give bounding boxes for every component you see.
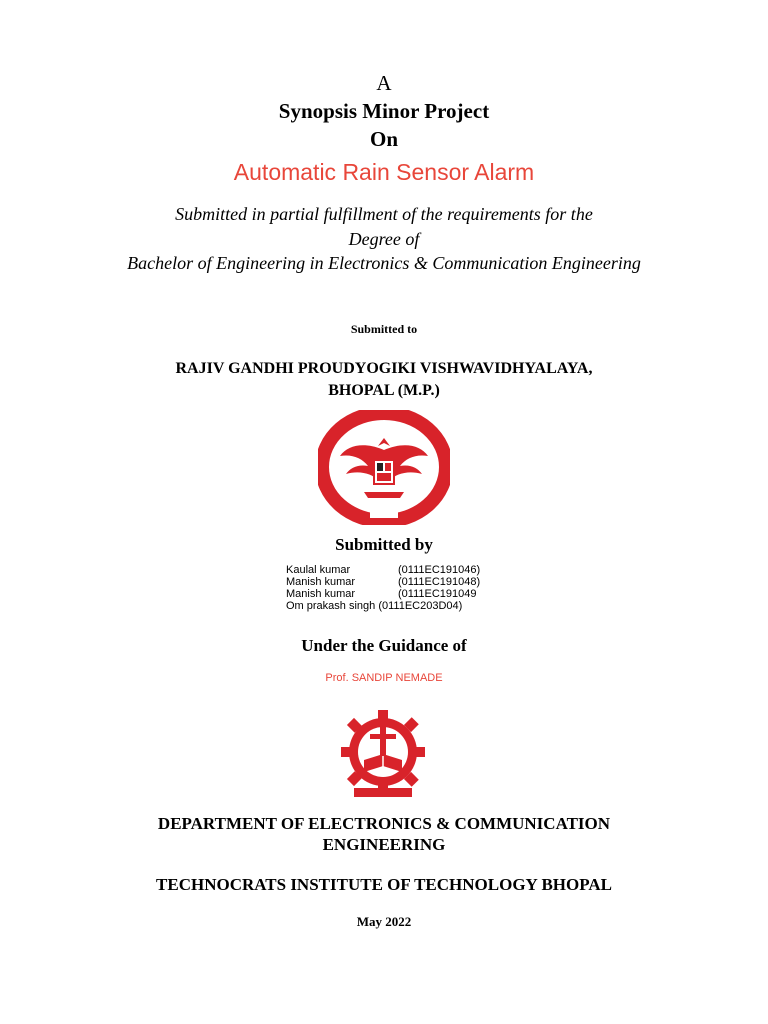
student-row [286,588,480,600]
project-title: Automatic Rain Sensor Alarm [233,159,535,185]
institute-name: TECHNOCRATS INSTITUTE OF TECHNOLOGY BHOPAL [156,875,612,894]
institute-gear-logo-icon [334,710,432,800]
student-name: Om prakash singh [286,600,376,612]
student-name: Manish kumar [286,588,356,600]
student-id: (0111EC203D04) [378,600,463,612]
guidance-label: Under the Guidance of [301,636,467,655]
student-id: (0111EC191046) [398,564,481,576]
department-name: DEPARTMENT OF ELECTRONICS & COMMUNICATION [157,814,611,833]
document-type-title: Synopsis Minor Project [278,99,490,123]
student-id: (0111EC191048) [398,576,481,588]
on-label: On [369,127,398,151]
submission-date: May 2022 [356,914,412,929]
submission-statement-line2: Degree of [348,229,420,249]
student-name: Kaulal kumar [286,564,351,576]
submitted-to-label: Submitted to [350,322,418,336]
student-list [286,564,480,612]
student-id: (0111EC191049 [398,588,477,600]
student-row [286,576,480,588]
guide-name: Prof. SANDIP NEMADE [325,672,443,684]
student-row [286,600,480,612]
university-location: BHOPAL (M.P.) [328,382,440,399]
submission-statement-line1: Submitted in partial fulfillment of the requirements for the [175,204,593,224]
department-name-line2: ENGINEERING [322,835,446,854]
student-name: Manish kumar [286,576,356,588]
university-name: RAJIV GANDHI PROUDYOGIKI VISHWAVIDHYALAYA, [175,360,593,377]
submitted-by-label: Submitted by [335,535,433,554]
university-emblem-icon [318,410,450,525]
student-row [286,564,480,576]
article-a: A [376,71,392,95]
degree-name: Bachelor of Engineering in Electronics & Communication Engineering [127,253,641,273]
